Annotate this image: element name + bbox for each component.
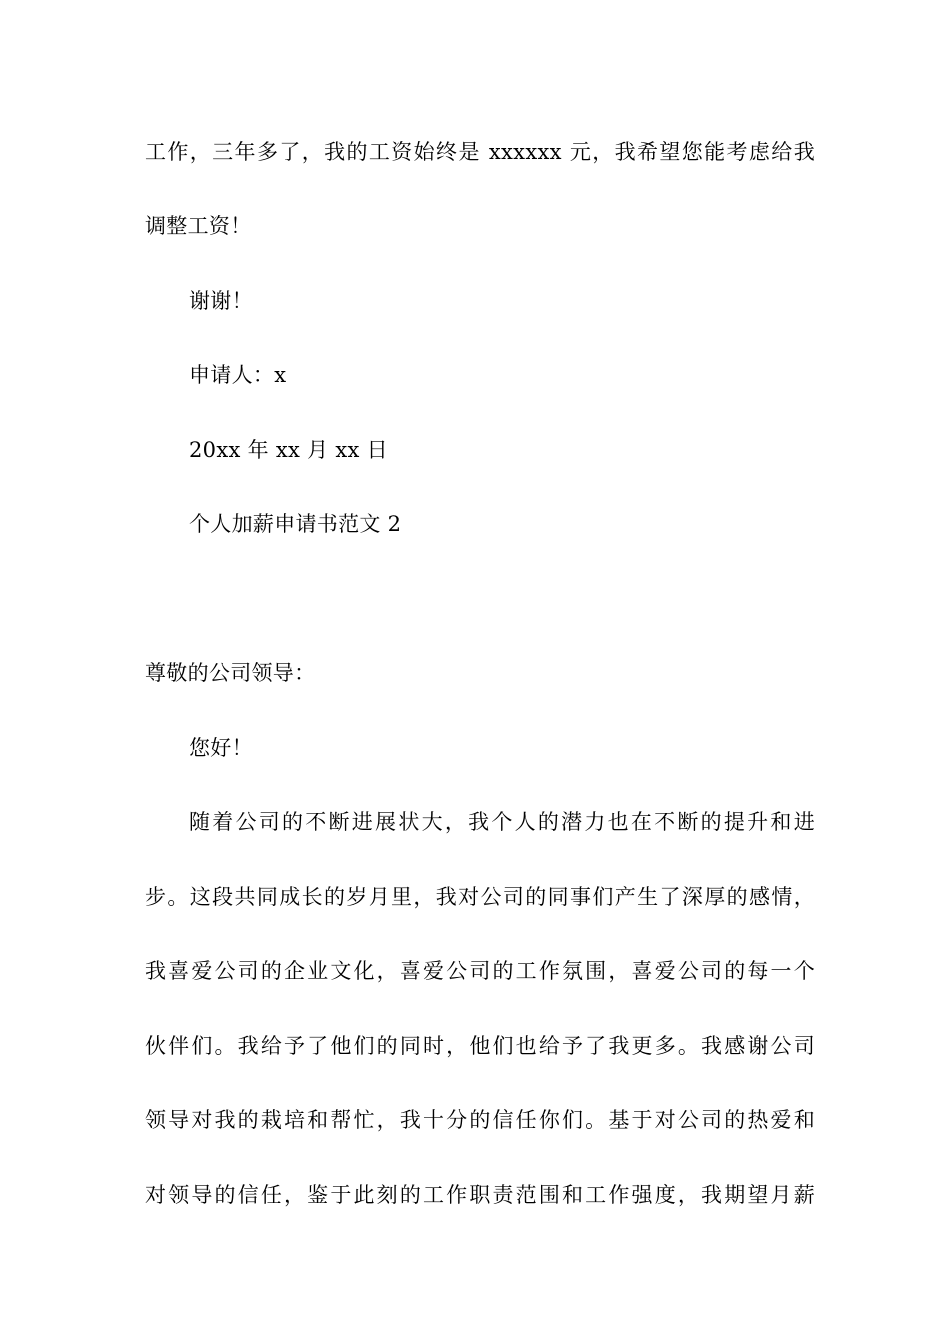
paragraph-line-5: 领导对我的栽培和帮忙，我十分的信任你们。基于对公司的热爱和 [145,1108,815,1132]
section-title: 个人加薪申请书范文 2 [189,512,402,536]
paragraph-line-2: 步。这段共同成长的岁月里，我对公司的同事们产生了深厚的感情， [145,885,815,909]
greeting-line: 您好！ [189,736,253,760]
body-line-2: 调整工资！ [145,214,252,238]
date-line: 20xx 年 xx 月 xx 日 [189,438,388,462]
paragraph-line-4: 伙伴们。我给予了他们的同时，他们也给予了我更多。我感谢公司 [145,1034,815,1058]
paragraph-line-1: 随着公司的不断进展状大，我个人的潜力也在不断的提升和进 [189,810,815,834]
paragraph-line-6: 对领导的信任，鉴于此刻的工作职责范围和工作强度，我期望月薪 [145,1183,815,1207]
thanks-line: 谢谢！ [189,289,253,313]
applicant-line: 申请人：x [189,363,287,387]
salutation-line: 尊敬的公司领导： [145,661,316,685]
paragraph-line-3: 我喜爱公司的企业文化，喜爱公司的工作氛围，喜爱公司的每一个 [145,959,815,983]
body-line-1: 工作，三年多了，我的工资始终是 xxxxxx 元，我希望您能考虑给我 [145,140,815,164]
